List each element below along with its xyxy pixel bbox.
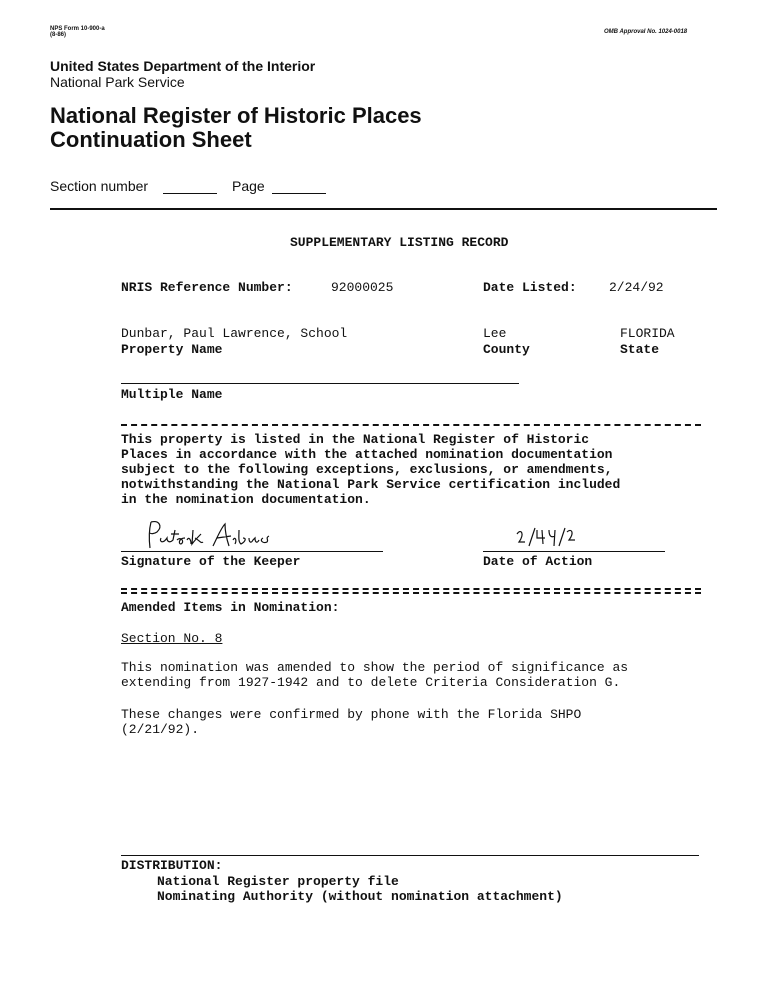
agency-name: National Park Service — [50, 74, 185, 90]
property-name-label: Property Name — [121, 342, 223, 357]
state-value: FLORIDA — [620, 326, 675, 341]
dashed-separator — [121, 424, 701, 426]
distribution-item: Nominating Authority (without nomination attachment) — [157, 889, 563, 904]
section-number-blank — [163, 193, 217, 194]
amended-items-heading: Amended Items in Nomination: — [121, 600, 340, 615]
signature-label: Signature of the Keeper — [121, 554, 301, 569]
record-heading: SUPPLEMENTARY LISTING RECORD — [290, 235, 509, 250]
section-number-label: Section number — [50, 178, 149, 194]
county-value: Lee — [483, 326, 507, 341]
state-label: State — [620, 342, 660, 357]
document-title: National Register of Historic Places — [50, 103, 422, 128]
omb-approval: OMB Approval No. 1024-0018 — [604, 29, 688, 35]
amendment-paragraph-1: This nomination was amended to show the period of significance as extending from 1927-1942 and to delete Criteria Consideration G. — [121, 660, 629, 690]
multiple-name-label: Multiple Name — [121, 387, 223, 402]
signature-line — [121, 551, 383, 552]
listing-statement: This property is listed in the National Register of Historic Places in accordance with the attached nomination documentation subject to the following exceptions, exclusions, or amendments, notwithstanding the National Park Service certification included in the nomination documentation. — [121, 432, 621, 507]
date-listed-value: 2/24/92 — [609, 280, 664, 295]
distribution-rule — [121, 855, 699, 856]
multiple-name-line — [121, 383, 519, 384]
county-label: County — [483, 342, 530, 357]
section-number-amended: Section No. 8 — [121, 631, 223, 646]
nris-label: NRIS Reference Number: — [121, 280, 293, 295]
double-separator-bottom — [121, 592, 701, 594]
date-of-action-label: Date of Action — [483, 554, 593, 569]
double-separator-top — [121, 588, 701, 590]
date-listed-label: Date Listed: — [483, 280, 577, 295]
distribution-item: National Register property file — [157, 874, 399, 889]
form-date: (8-86) — [50, 32, 67, 38]
keeper-signature — [145, 518, 285, 552]
page-blank — [272, 193, 326, 194]
document-subtitle: Continuation Sheet — [50, 127, 252, 152]
distribution-heading: DISTRIBUTION: — [121, 858, 223, 873]
header-rule — [50, 208, 717, 210]
date-of-action-line — [483, 551, 665, 552]
page-label: Page — [232, 178, 265, 194]
nris-value: 92000025 — [331, 280, 394, 295]
form-id — [50, 26, 105, 38]
action-date-handwritten — [515, 526, 595, 550]
amendment-paragraph-2: These changes were confirmed by phone with the Florida SHPO (2/21/92). — [121, 707, 582, 737]
department-name: United States Department of the Interior — [50, 58, 316, 74]
form-number: NPS Form 10-900-a — [50, 26, 105, 32]
property-name-value: Dunbar, Paul Lawrence, School — [121, 326, 348, 341]
